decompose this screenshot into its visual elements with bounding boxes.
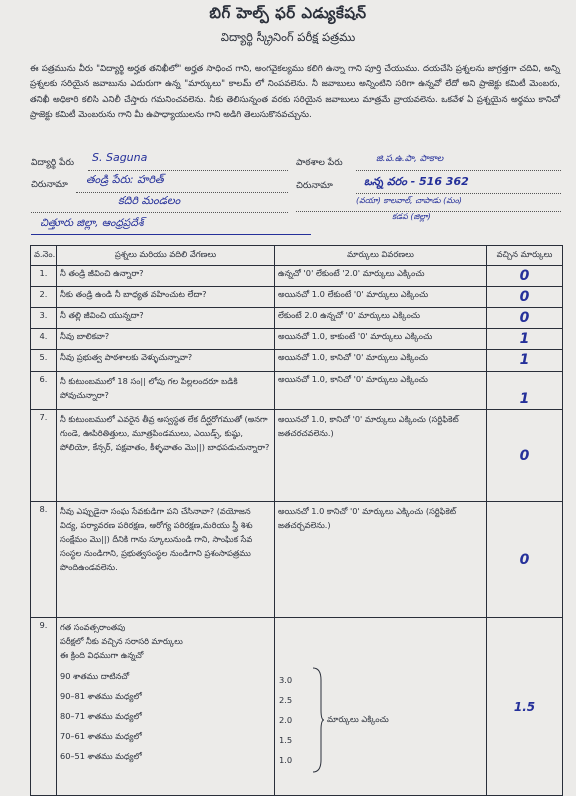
col-header-marks-details: మార్కులు వివరణలు — [275, 246, 487, 266]
row-question-line: ఈ క్రింది విధముగా ఉన్నచో — [60, 650, 144, 660]
row-question-title: గత సంవత్సరాంతపు — [60, 622, 126, 632]
school-label: పాఠశాల పేరు — [296, 158, 343, 168]
student-name-value: S. Saguna — [92, 151, 148, 164]
intro-paragraph: ఈ పత్రమును వీరు "విద్యార్థి అర్హత తనిఖీలో" అర్హత సాధించ గాని, అంగవైకల్యము కలిగి ఉన్నా గాని పూర్తి చేయుము. దయచేసి ప్రశ్నలను జాగ్రత్తగా చదివి, అన్ని ప్రశ్నలకు సరియైన జవాబును ఎదురుగా ఉన్న "మార్కులు" కాలమ్ లో నింపవలెను. నీ జవాబులు అన్నింటిని సరిగా ఉన్నవో లేదో అని ప్రాజెక్టు కమిటీ మెంబరు, తనిఖీ అధికారి కలిసి ఎనిలీ చేస్తారు గమనించవలెను. నీకు తెలిసున్నంత వరకు సరియైన జవాబులు మాత్రమే వ్రాయవలెను. ఒకవేళ ఏ ప్రశ్నయైన అర్థము కానిచో ప్రాజెక్టు కమిటీ మెంబరును గాని మీ ఉపాధ్యాయులను గాని అడిగి తెలుసుకొనవచ్చును. — [30, 64, 560, 121]
row-mark[interactable]: 1 — [487, 372, 563, 410]
scale-score: 2.5 — [279, 695, 293, 705]
row-hint: అయినచో 1.0, కానిచో '0' మార్కులు ఎక్కించు — [275, 372, 487, 410]
address-line-3-rule — [31, 234, 311, 235]
col-header-number: వ.నెం. — [31, 246, 57, 266]
village-line — [356, 193, 561, 194]
address-line-2: కదిరి మండలం — [118, 194, 181, 207]
row-number: 4. — [31, 329, 57, 350]
row-mark[interactable]: 0 — [487, 308, 563, 329]
row-number: 2. — [31, 287, 57, 308]
table-header-row — [31, 246, 563, 266]
row-hint: అయినచో 1.0 కానిచో '0' మార్కులు ఎక్కించు (సర్టిఫికెట్ జతచర్చవలెను.) — [275, 502, 487, 618]
form-subtitle: విద్యార్థి స్క్రీనింగ్ పరీక్ష పత్రము — [220, 30, 356, 44]
row-mark[interactable]: 1 — [487, 329, 563, 350]
row-hint — [275, 618, 487, 796]
scale-range: 80–71 శాతము మధ్యలో — [60, 711, 142, 721]
scale-score: 1.5 — [279, 735, 293, 745]
table-row — [31, 308, 563, 329]
address-label: చిరునామా — [31, 180, 68, 190]
col-header-marks-obtained: వచ్చిన మార్కులు — [487, 246, 563, 266]
address-line-3: చిత్తూరు జిల్లా, ఆంధ్రప్రదేశ్ — [40, 217, 144, 229]
row-hint: అయినచో 1.0, కాకుంటే '0' మార్కులు ఎక్కించు — [275, 329, 487, 350]
row-question: నీ తండ్రి జీవించి ఉన్నారా? — [57, 266, 275, 287]
row-question: నీవు ప్రభుత్వ పాఠశాలకు వెళ్ళుచున్నావా? — [57, 350, 275, 372]
scale-range: 90–81 శాతము మధ్యలో — [60, 691, 142, 701]
table-row-scale — [31, 618, 563, 796]
row-mark[interactable]: 0 — [487, 502, 563, 618]
address-line-1 — [76, 192, 288, 193]
scale-range: 70–61 శాతము మధ్యలో — [60, 731, 142, 741]
school-line — [356, 170, 561, 171]
row-question — [57, 618, 275, 796]
address-value: తండ్రి పేరు: హరిత్ — [86, 173, 164, 186]
row-mark[interactable]: 0 — [487, 287, 563, 308]
village-line-2: (వయా) కాలవాల్, చాపాడు (మం) — [356, 196, 462, 205]
table-row — [31, 329, 563, 350]
row-number: 5. — [31, 350, 57, 372]
row-number: 7. — [31, 410, 57, 502]
row-hint: లేకుంటే 2.0 ఉన్నచో '0' మార్కులు ఎక్కించు — [275, 308, 487, 329]
row-number: 6. — [31, 372, 57, 410]
row-question: నీవు ఎప్పుడైనా సంఘ సేవకుడిగా పని చేసినావా? (వయోజన విద్య, పర్యావరణ పరిరక్షణ, ఆరోగ్య పరిరక్షణ,మరియు స్త్రీ శిశు సంక్షేమం మొ||) దీనికి గాను స్కూలునుండి గాని, సాంఘిక సేవ సంస్థల నుండిగాని, ప్రభుత్వసంస్థల నుండిగాని ప్రశంసాపత్రము పొందిఉండవలెను. — [57, 502, 275, 618]
row-mark[interactable]: 1 — [487, 350, 563, 372]
row-question: నీ కుటుంబములో ఎవరైన తీవ్ర అస్వస్థత లేక దీర్ఘరోగముతో (అనగా గుండె, ఊపిరితిత్తులు, మూత్రపిండములు, ఎయిడ్స్, కుష్ఠు, పోలియో, కేన్సర్, పక్షవాతం, కీళ్ళవాతం మొ||) బాధపడుచున్నారా? — [57, 410, 275, 502]
village-label: చిరునామా — [296, 181, 333, 191]
table-row — [31, 287, 563, 308]
scale-hint: మార్కులు ఎక్కించు — [327, 714, 389, 724]
scale-score: 1.0 — [279, 755, 293, 765]
questions-table — [30, 245, 563, 796]
row-question: నీవు బాలికవా? — [57, 329, 275, 350]
scale-range: 90 శాతము దాటినచో — [60, 671, 130, 681]
table-row — [31, 266, 563, 287]
form-title: బిగ్ హెల్ప్ ఫర్ ఎడ్యుకేషన్ — [209, 4, 367, 22]
scale-brace — [311, 666, 325, 774]
row-mark[interactable]: 0 — [487, 410, 563, 502]
row-hint: అయినచో 1.0 లేకుంటే '0' మార్కులు ఎక్కించు — [275, 287, 487, 308]
table-row — [31, 372, 563, 410]
row-number: 9. — [31, 618, 57, 796]
scale-score: 2.0 — [279, 715, 293, 725]
scale-score: 3.0 — [279, 675, 293, 685]
row-number: 1. — [31, 266, 57, 287]
table-row — [31, 410, 563, 502]
col-header-question: ప్రశ్నలు మరియు వదిలి వేగణలు — [57, 246, 275, 266]
village-line-3: కడప (జిల్లా) — [392, 212, 431, 221]
row-question: నీ కుటుంబములో 18 సం|| లోపు గల పిల్లలందరూ బడికి పోవుచున్నారా? — [57, 372, 275, 410]
row-hint: ఉన్నచో '0' లేకుంటే '2.0' మార్కులు ఎక్కించు — [275, 266, 487, 287]
row-question: నీ తల్లి జీవించి యున్నదా? — [57, 308, 275, 329]
student-name-label: విద్యార్థి పేరు — [31, 158, 74, 168]
row-question-line: పరీక్షలో నీకు వచ్చిన సరాసరి మార్కులు — [60, 636, 183, 646]
row-mark[interactable]: 1.5 — [487, 618, 563, 796]
row-hint: అయినచో 1.0, కానిచో '0' మార్కులు ఎక్కించు — [275, 350, 487, 372]
village-value: ఒన్న వరం - 516 362 — [364, 175, 469, 188]
row-mark[interactable]: 0 — [487, 266, 563, 287]
row-hint: అయినచో 1.0, కానిచో '0' మార్కులు ఎక్కించు (సర్టిఫికెట్ జతచరచవలెను.) — [275, 410, 487, 502]
row-number: 8. — [31, 502, 57, 618]
row-number: 3. — [31, 308, 57, 329]
address-line-2-rule — [31, 212, 288, 213]
scale-range: 60–51 శాతము మధ్యలో — [60, 751, 142, 761]
table-row — [31, 350, 563, 372]
student-name-line — [88, 170, 288, 171]
table-row — [31, 502, 563, 618]
row-question: నీకు తండ్రి ఉండి నీ బాధ్యత వహించుట లేదా? — [57, 287, 275, 308]
school-value: జి.ప.ఉ.పా, పాకాల — [376, 154, 444, 164]
